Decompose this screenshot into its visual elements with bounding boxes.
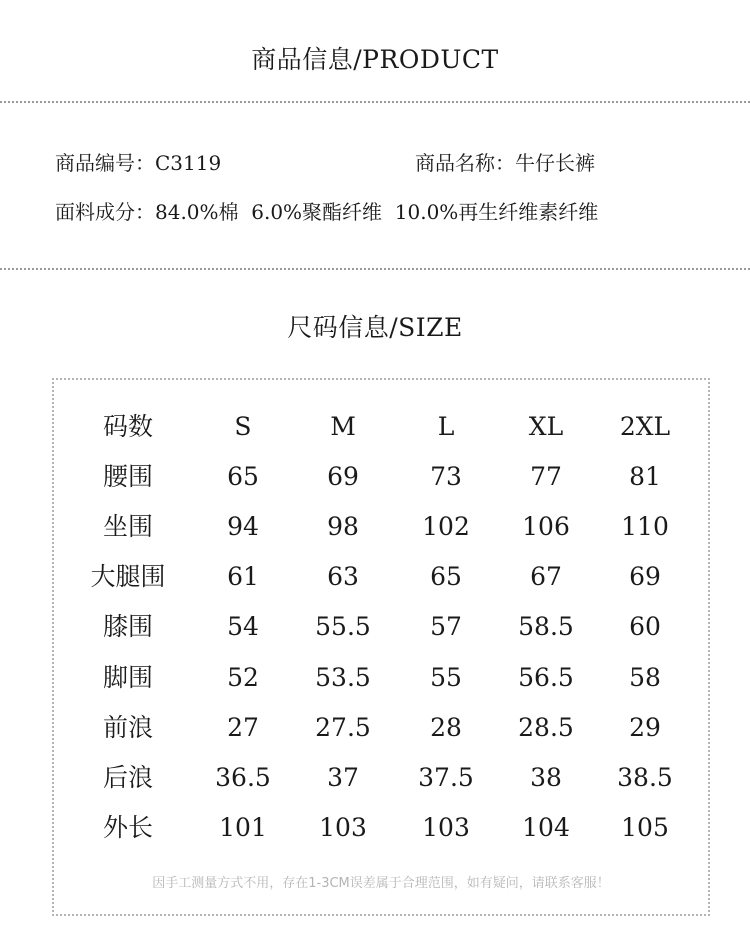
measurement-value: 94 [227, 512, 259, 541]
product-code-label: 商品编号： [55, 151, 155, 175]
measurement-label: 脚围 [102, 663, 153, 692]
measurement-value: 58.5 [518, 612, 574, 641]
measurement-value: 27 [227, 713, 259, 742]
measurement-label: 前浪 [102, 713, 153, 742]
size-heading: 尺码信息/SIZE [287, 313, 463, 342]
product-code-value: C3119 [155, 151, 222, 175]
measurement-label: 坐围 [102, 512, 153, 541]
measurement-value: 81 [629, 462, 661, 491]
measurement-value: 37 [327, 763, 359, 792]
size-header-cell: L [437, 412, 455, 441]
measurement-value: 98 [327, 512, 359, 541]
measurement-value: 110 [621, 512, 669, 541]
measurement-note: 因手工测量方式不用，存在1-3CM误差属于合理范围，如有疑问，请联系客服！ [152, 876, 610, 891]
fabric-label: 面料成分： [55, 200, 155, 224]
measurement-value: 103 [422, 813, 470, 842]
measurement-label: 大腿围 [90, 562, 166, 591]
measurement-value: 38 [530, 763, 562, 792]
product-name [415, 147, 595, 176]
product-name-value: 牛仔长裤 [515, 151, 595, 175]
measurement-value: 58 [629, 663, 661, 692]
measurement-value: 105 [621, 813, 669, 842]
measurement-value: 54 [227, 612, 259, 641]
measurement-label: 外长 [102, 813, 153, 842]
measurement-value: 38.5 [617, 763, 673, 792]
measurement-value: 101 [219, 813, 267, 842]
measurement-value: 28.5 [518, 713, 574, 742]
measurement-value: 27.5 [315, 713, 371, 742]
measurement-value: 103 [319, 813, 367, 842]
measurement-value: 69 [629, 562, 661, 591]
size-header-label: 码数 [102, 412, 153, 441]
measurement-value: 61 [227, 562, 259, 591]
measurement-value: 73 [430, 462, 462, 491]
size-header-cell: S [234, 412, 252, 441]
size-header-cell: XL [528, 412, 564, 441]
measurement-value: 28 [430, 713, 462, 742]
measurement-value: 57 [430, 612, 462, 641]
measurement-value: 63 [327, 562, 359, 591]
measurement-value: 65 [227, 462, 259, 491]
measurement-label: 膝围 [102, 612, 153, 641]
product-name-label: 商品名称： [415, 151, 515, 175]
measurement-value: 37.5 [418, 763, 474, 792]
fabric-composition [55, 196, 598, 225]
measurement-label: 腰围 [102, 462, 153, 491]
measurement-value: 29 [629, 713, 661, 742]
measurement-value: 102 [422, 512, 470, 541]
fabric-value: 84.0%棉 6.0%聚酯纤维 10.0%再生纤维素纤维 [155, 200, 599, 224]
measurement-value: 67 [530, 562, 562, 591]
measurement-value: 69 [327, 462, 359, 491]
product-code [55, 147, 221, 176]
measurement-value: 77 [530, 462, 562, 491]
size-header-cell: M [330, 412, 356, 441]
product-heading: 商品信息/PRODUCT [251, 45, 499, 74]
measurement-value: 52 [227, 663, 259, 692]
measurement-value: 104 [522, 813, 570, 842]
measurement-value: 55.5 [315, 612, 371, 641]
measurement-value: 65 [430, 562, 462, 591]
measurement-value: 36.5 [215, 763, 271, 792]
measurement-value: 56.5 [518, 663, 574, 692]
measurement-value: 60 [629, 612, 661, 641]
measurement-value: 53.5 [315, 663, 371, 692]
dotted-divider [0, 268, 750, 270]
measurement-value: 55 [430, 663, 462, 692]
measurement-label: 后浪 [102, 763, 153, 792]
size-header-cell: 2XL [619, 412, 671, 441]
measurement-value: 106 [522, 512, 570, 541]
dotted-divider [0, 101, 750, 103]
